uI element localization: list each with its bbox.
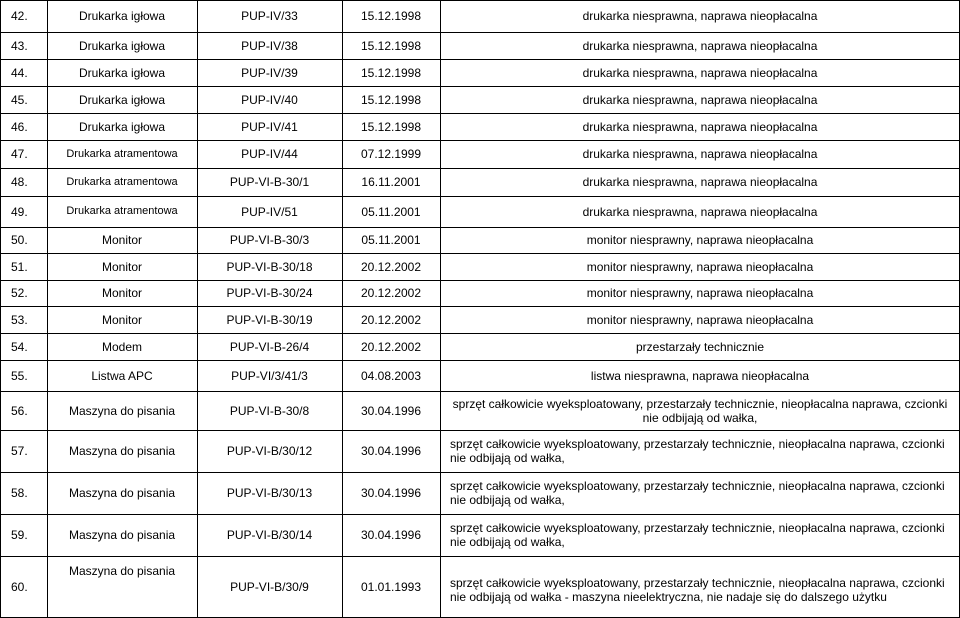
inventory-number-text: PUP-VI-B-30/19 [226, 312, 313, 327]
equipment-name [47, 168, 197, 196]
table-row [0, 113, 960, 140]
row-divider [0, 140, 960, 141]
table-row [0, 306, 960, 333]
acquisition-date-text: 20.12.2002 [360, 286, 422, 300]
equipment-name [47, 280, 197, 306]
equipment-name-text: Maszyna do pisania [68, 486, 176, 500]
acquisition-date-text: 15.12.1998 [360, 119, 422, 134]
table-row [0, 391, 960, 430]
inventory-number [197, 32, 342, 59]
inventory-number [197, 514, 342, 556]
condition-status [440, 430, 960, 472]
table-row [0, 0, 960, 32]
inventory-number-text: PUP-VI-B/30/12 [226, 444, 313, 458]
condition-status [440, 333, 960, 360]
row-divider [0, 196, 960, 197]
row-number-text: 54. [11, 339, 28, 354]
acquisition-date [342, 306, 440, 333]
condition-status [440, 59, 960, 86]
condition-status [440, 472, 960, 514]
condition-status [440, 140, 960, 168]
acquisition-date [342, 514, 440, 556]
acquisition-date [342, 556, 440, 618]
condition-status-text: drukarka niesprawna, naprawa nieopłacalna [582, 9, 818, 23]
inventory-number-text: PUP-IV/44 [241, 147, 298, 161]
column-divider [440, 0, 441, 618]
inventory-number [197, 140, 342, 168]
equipment-name [47, 472, 197, 514]
equipment-name-text: Drukarka atramentowa [66, 205, 178, 218]
row-number-text: 42. [11, 9, 28, 23]
condition-status-text: monitor niesprawny, naprawa nieopłacalna [586, 312, 814, 327]
acquisition-date [342, 113, 440, 140]
inventory-number-text: PUP-IV/39 [241, 65, 298, 80]
row-number [0, 86, 47, 113]
equipment-name [47, 227, 197, 253]
condition-status-text: drukarka niesprawna, naprawa nieopłacalna [582, 204, 818, 219]
equipment-name [47, 430, 197, 472]
inventory-number-text: PUP-VI-B-30/18 [226, 259, 313, 274]
table-row [0, 140, 960, 168]
acquisition-date [342, 280, 440, 306]
inventory-number [197, 430, 342, 472]
acquisition-date [342, 253, 440, 280]
acquisition-date-text: 15.12.1998 [360, 65, 422, 80]
table-row [0, 227, 960, 253]
condition-status [440, 32, 960, 59]
row-number-text: 55. [11, 368, 28, 383]
row-number [0, 333, 47, 360]
condition-status-text: monitor niesprawny, naprawa nieopłacalna [586, 233, 814, 247]
acquisition-date-text: 30.04.1996 [360, 528, 422, 542]
acquisition-date-text: 15.12.1998 [360, 9, 422, 23]
row-number [0, 556, 47, 618]
equipment-name-text: Monitor [101, 233, 142, 247]
row-number-text: 48. [11, 175, 28, 189]
row-divider [0, 113, 960, 114]
condition-status-text: sprzęt całkowicie wyeksploatowany, przestarzały technicznie, nieopłacalna naprawa, czcionki nie odbijają od wałka, [450, 521, 945, 549]
inventory-number-text: PUP-VI-B/30/9 [230, 580, 309, 594]
row-divider [0, 514, 960, 515]
equipment-name-text: Maszyna do pisania [68, 444, 176, 458]
equipment-name-text: Monitor [101, 259, 142, 274]
row-number [0, 391, 47, 430]
acquisition-date [342, 140, 440, 168]
acquisition-date [342, 360, 440, 391]
acquisition-date-text: 30.04.1996 [360, 444, 422, 458]
row-divider [0, 0, 960, 1]
inventory-number [197, 253, 342, 280]
inventory-number [197, 360, 342, 391]
equipment-name [47, 32, 197, 59]
column-divider [0, 0, 1, 618]
acquisition-date [342, 196, 440, 227]
row-number-text: 45. [11, 92, 28, 107]
table-row [0, 59, 960, 86]
inventory-number-text: PUP-IV/51 [241, 204, 298, 219]
inventory-number [197, 0, 342, 32]
row-divider [0, 32, 960, 33]
acquisition-date [342, 391, 440, 430]
row-divider [0, 227, 960, 228]
inventory-number [197, 472, 342, 514]
equipment-name-text: Listwa APC [91, 368, 153, 383]
row-number [0, 113, 47, 140]
inventory-number-text: PUP-VI-B-30/24 [226, 286, 313, 300]
table-row [0, 333, 960, 360]
equipment-name [47, 360, 197, 391]
equipment-name-text: Maszyna do pisania [68, 528, 176, 542]
equipment-name [47, 86, 197, 113]
row-divider [0, 430, 960, 431]
row-divider [0, 280, 960, 281]
inventory-number [197, 333, 342, 360]
acquisition-date-text: 30.04.1996 [360, 486, 422, 500]
equipment-name-text: Monitor [101, 286, 142, 300]
equipment-name [47, 556, 197, 618]
equipment-name-text: Drukarka igłowa [78, 119, 166, 134]
row-number [0, 280, 47, 306]
inventory-number-text: PUP-VI-B/30/13 [226, 486, 313, 500]
condition-status [440, 306, 960, 333]
row-number [0, 430, 47, 472]
equipment-name-text: Maszyna do pisania [68, 564, 176, 578]
acquisition-date-text: 15.12.1998 [360, 92, 422, 107]
condition-status-text: drukarka niesprawna, naprawa nieopłacalna [582, 65, 818, 80]
row-divider [0, 86, 960, 87]
equipment-name-text: Monitor [101, 312, 142, 327]
condition-status [440, 196, 960, 227]
inventory-number-text: PUP-VI-B-30/1 [229, 175, 310, 189]
equipment-name [47, 514, 197, 556]
equipment-name [47, 140, 197, 168]
inventory-number [197, 391, 342, 430]
acquisition-date [342, 472, 440, 514]
acquisition-date [342, 333, 440, 360]
condition-status [440, 113, 960, 140]
row-number-text: 46. [11, 119, 28, 134]
inventory-number-text: PUP-IV/40 [241, 92, 298, 107]
acquisition-date-text: 15.12.1998 [360, 38, 422, 53]
inventory-number-text: PUP-IV/41 [241, 119, 298, 134]
row-number [0, 0, 47, 32]
table-row [0, 472, 960, 514]
acquisition-date-text: 16.11.2001 [361, 175, 421, 189]
table-row [0, 514, 960, 556]
table-row [0, 360, 960, 391]
equipment-name [47, 113, 197, 140]
column-divider [197, 0, 198, 618]
condition-status [440, 168, 960, 196]
column-divider [342, 0, 343, 618]
inventory-number [197, 59, 342, 86]
condition-status-text: sprzęt całkowicie wyeksploatowany, przestarzały technicznie, nieopłacalna naprawa, czcionki nie odbijają od wałka, [450, 479, 945, 507]
inventory-number-text: PUP-IV/33 [241, 9, 298, 23]
condition-status [440, 391, 960, 430]
inventory-number-text: PUP-VI-B-26/4 [229, 339, 310, 354]
condition-status [440, 86, 960, 113]
row-number-text: 49. [11, 204, 28, 219]
row-number [0, 253, 47, 280]
equipment-name-text: Drukarka igłowa [78, 92, 166, 107]
condition-status [440, 0, 960, 32]
condition-status-text: przestarzały technicznie [635, 339, 765, 354]
row-divider [0, 168, 960, 169]
row-number [0, 196, 47, 227]
condition-status-text: monitor niesprawny, naprawa nieopłacalna [586, 286, 814, 300]
acquisition-date [342, 0, 440, 32]
acquisition-date [342, 168, 440, 196]
equipment-name-text: Modem [101, 339, 142, 354]
column-divider [47, 0, 48, 618]
acquisition-date-text: 20.12.2002 [360, 339, 422, 354]
row-number-text: 53. [11, 312, 28, 327]
row-divider [0, 556, 960, 557]
row-number-text: 60. [11, 580, 28, 594]
row-divider [0, 472, 960, 473]
equipment-name-text: Drukarka igłowa [78, 65, 166, 80]
equipment-name-text: Drukarka atramentowa [66, 147, 178, 160]
row-divider [0, 59, 960, 60]
condition-status-text: drukarka niesprawna, naprawa nieopłacalna [582, 38, 818, 53]
row-number-text: 47. [11, 147, 28, 161]
equipment-name [47, 0, 197, 32]
acquisition-date [342, 59, 440, 86]
row-number [0, 472, 47, 514]
condition-status-text: monitor niesprawny, naprawa nieopłacalna [586, 259, 814, 274]
condition-status-text: drukarka niesprawna, naprawa nieopłacalna [582, 119, 818, 134]
row-number-text: 44. [11, 65, 28, 80]
table-row [0, 86, 960, 113]
inventory-number [197, 556, 342, 618]
condition-status-text: drukarka niesprawna, naprawa nieopłacalna [582, 92, 818, 107]
acquisition-date [342, 227, 440, 253]
condition-status [440, 360, 960, 391]
table-row [0, 556, 960, 618]
row-divider [0, 306, 960, 307]
row-number [0, 168, 47, 196]
inventory-number [197, 227, 342, 253]
equipment-name [47, 59, 197, 86]
inventory-number [197, 113, 342, 140]
acquisition-date [342, 86, 440, 113]
row-number [0, 306, 47, 333]
inventory-number-text: PUP-VI-B/30/14 [226, 528, 313, 542]
row-divider [0, 391, 960, 392]
row-number [0, 32, 47, 59]
condition-status [440, 227, 960, 253]
inventory-number [197, 86, 342, 113]
equipment-name [47, 306, 197, 333]
equipment-name-text: Drukarka igłowa [78, 38, 166, 53]
table-row [0, 196, 960, 227]
condition-status [440, 556, 960, 618]
row-number [0, 360, 47, 391]
equipment-name-text: Drukarka igłowa [78, 9, 166, 23]
condition-status-text: drukarka niesprawna, naprawa nieopłacalna [582, 175, 818, 189]
table-row [0, 253, 960, 280]
row-number [0, 227, 47, 253]
inventory-number [197, 196, 342, 227]
row-divider [0, 360, 960, 361]
row-number-text: 50. [11, 233, 28, 247]
row-number [0, 140, 47, 168]
row-number-text: 52. [11, 286, 28, 300]
row-number-text: 57. [11, 444, 28, 458]
condition-status-text: sprzęt całkowicie wyeksploatowany, przestarzały technicznie, nieopłacalna naprawa, czcionki nie odbijają od wałka, [452, 396, 948, 425]
row-number-text: 59. [11, 528, 28, 542]
condition-status-text: listwa niesprawna, naprawa nieopłacalna [590, 368, 810, 383]
equipment-name-text: Maszyna do pisania [68, 403, 176, 418]
acquisition-date-text: 05.11.2001 [361, 204, 421, 219]
table-row [0, 168, 960, 196]
equipment-name [47, 333, 197, 360]
inventory-number-text: PUP-VI-B-30/8 [229, 403, 310, 418]
row-number [0, 514, 47, 556]
acquisition-date [342, 32, 440, 59]
condition-status-text: drukarka niesprawna, naprawa nieopłacalna [582, 147, 818, 161]
inventory-number-text: PUP-VI-B-30/3 [229, 233, 310, 247]
condition-status [440, 253, 960, 280]
row-divider [0, 253, 960, 254]
row-number-text: 51. [11, 259, 28, 274]
row-number-text: 58. [11, 486, 28, 500]
inventory-number [197, 306, 342, 333]
table-row [0, 430, 960, 472]
acquisition-date-text: 30.04.1996 [360, 403, 422, 418]
inventory-number-text: PUP-VI/3/41/3 [231, 368, 308, 383]
condition-status [440, 514, 960, 556]
inventory-number [197, 280, 342, 306]
condition-status [440, 280, 960, 306]
acquisition-date-text: 07.12.1999 [360, 147, 422, 161]
row-number [0, 59, 47, 86]
equipment-name [47, 391, 197, 430]
acquisition-date-text: 01.01.1993 [360, 580, 422, 594]
row-divider [0, 333, 960, 334]
acquisition-date-text: 20.12.2002 [360, 259, 422, 274]
equipment-name [47, 196, 197, 227]
acquisition-date-text: 05.11.2001 [361, 233, 421, 247]
acquisition-date [342, 430, 440, 472]
table-row [0, 280, 960, 306]
acquisition-date-text: 20.12.2002 [360, 312, 422, 327]
equipment-name [47, 253, 197, 280]
inventory-number [197, 168, 342, 196]
inventory-number-text: PUP-IV/38 [241, 38, 298, 53]
row-number-text: 56. [11, 403, 28, 418]
equipment-name-text: Drukarka atramentowa [66, 175, 178, 188]
row-number-text: 43. [11, 38, 28, 53]
condition-status-text: sprzęt całkowicie wyeksploatowany, przestarzały technicznie, nieopłacalna naprawa, czcionki nie odbijają od wałka, [450, 437, 945, 465]
table-row [0, 32, 960, 59]
condition-status-text: sprzęt całkowicie wyeksploatowany, przestarzały technicznie, nieopłacalna naprawa, czcionki nie odbijają od wałka - maszyna nieelektryczna, nie nadaje się do dalszego użytku [450, 576, 945, 604]
acquisition-date-text: 04.08.2003 [360, 368, 422, 383]
